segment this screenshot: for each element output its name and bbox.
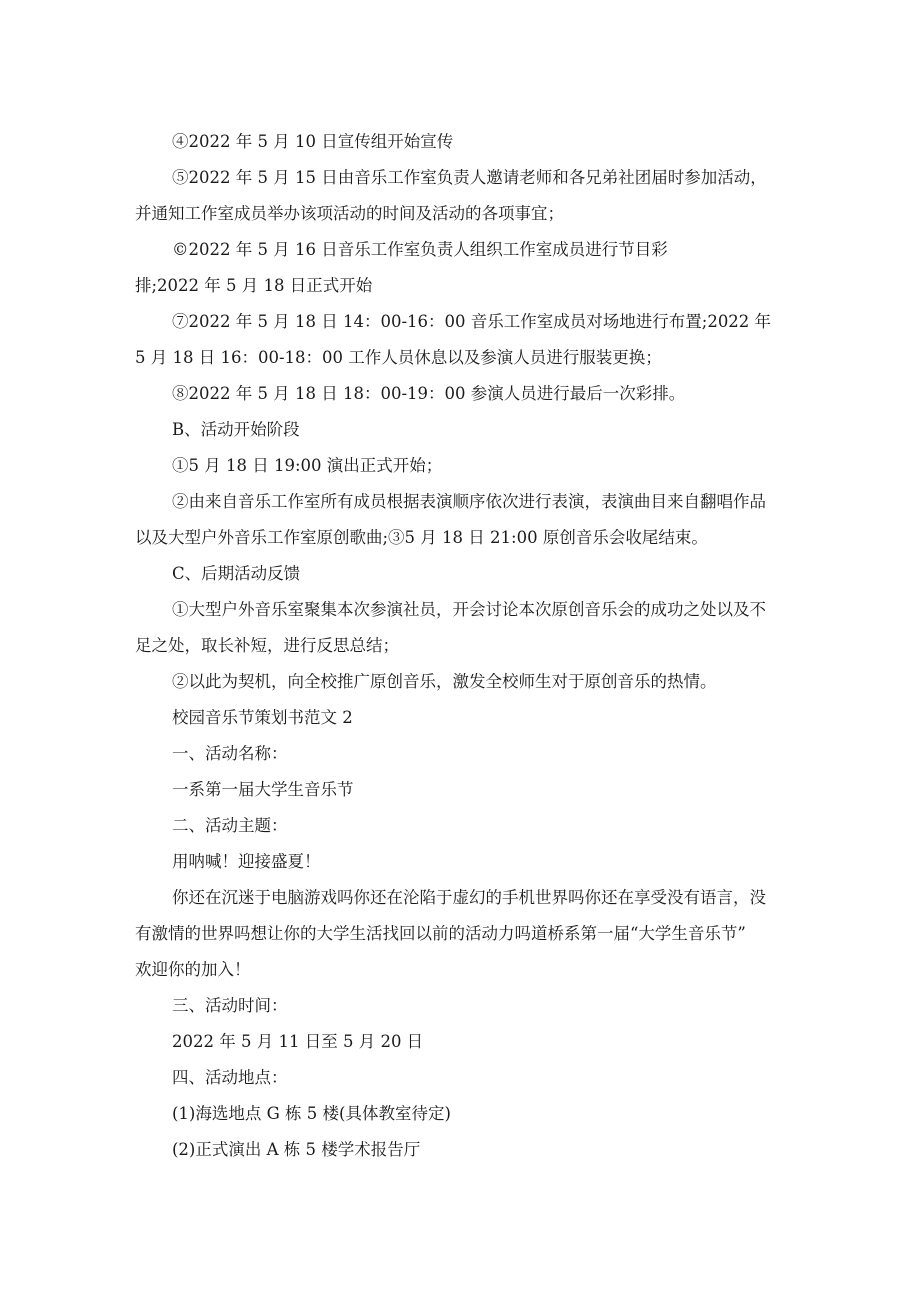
- paragraph-line: 以及大型户外音乐工作室原创歌曲;③5 月 18 日 21:00 原创音乐会收尾结束。: [135, 528, 708, 547]
- paragraph-line: ⑦2022 年 5 月 18 日 14：00-16：00 音乐工作室成员对场地进行布置;2022 年: [172, 312, 772, 331]
- paragraph-line: (1)海选地点 G 栋 5 楼(具体教室待定): [172, 1104, 451, 1123]
- paragraph-line: 二、活动主题：: [172, 816, 288, 835]
- paragraph-line: ④2022 年 5 月 10 日宣传组开始宣传: [172, 132, 454, 151]
- paragraph-line: ©2022 年 5 月 16 日音乐工作室负责人组织工作室成员进行节目彩: [172, 240, 668, 259]
- paragraph-line: 2022 年 5 月 11 日至 5 月 20 日: [172, 1032, 424, 1051]
- paragraph-line: 欢迎你的加入！: [135, 960, 251, 979]
- paragraph-line: B、活动开始阶段: [172, 420, 300, 439]
- paragraph-line: ⑧2022 年 5 月 18 日 18：00-19：00 参演人员进行最后一次彩排。: [172, 384, 686, 403]
- paragraph-line: ②以此为契机，向全校推广原创音乐，激发全校师生对于原创音乐的热情。: [172, 672, 717, 691]
- paragraph-line: 一、活动名称：: [172, 744, 288, 763]
- paragraph-line: 三、活动时间：: [172, 996, 288, 1015]
- paragraph-line: 有激情的世界吗想让你的大学生活找回以前的活动力吗道桥系第一届“大学生音乐节”: [135, 924, 746, 943]
- paragraph-line: 校园音乐节策划书范文 2: [172, 708, 353, 727]
- paragraph-line: 5 月 18 日 16：00-18：00 工作人员休息以及参演人员进行服装更换；: [135, 348, 662, 367]
- paragraph-line: 你还在沉迷于电脑游戏吗你还在沦陷于虚幻的手机世界吗你还在享受没有语言，没: [172, 888, 766, 907]
- paragraph-line: ①5 月 18 日 19:00 演出正式开始；: [172, 456, 443, 475]
- paragraph-line: ⑤2022 年 5 月 15 日由音乐工作室负责人邀请老师和各兄弟社团届时参加活动，: [172, 168, 767, 187]
- paragraph-line: ②由来自音乐工作室所有成员根据表演顺序依次进行表演，表演曲目来自翻唱作品: [172, 492, 766, 511]
- paragraph-line: 用呐喊！迎接盛夏！: [172, 852, 321, 871]
- paragraph-line: (2)正式演出 A 栋 5 楼学术报告厅: [172, 1140, 421, 1159]
- paragraph-line: 一系第一届大学生音乐节: [172, 780, 354, 799]
- paragraph-line: ①大型户外音乐室聚集本次参演社员，开会讨论本次原创音乐会的成功之处以及不: [172, 600, 766, 619]
- paragraph-line: 足之处，取长补短，进行反思总结；: [135, 636, 399, 655]
- paragraph-line: 排;2022 年 5 月 18 日正式开始: [135, 276, 373, 295]
- paragraph-line: 四、活动地点：: [172, 1068, 288, 1087]
- document-body: [135, 124, 795, 1168]
- paragraph-line: C、后期活动反馈: [172, 564, 301, 583]
- paragraph-line: 并通知工作室成员举办该项活动的时间及活动的各项事宜；: [135, 204, 564, 223]
